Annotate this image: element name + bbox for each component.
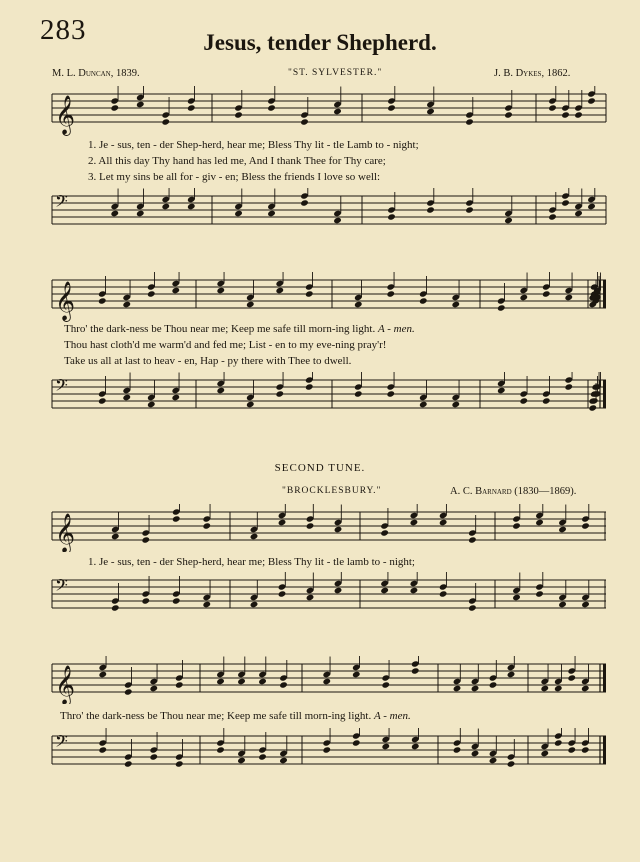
notehead (216, 746, 225, 753)
notehead (507, 760, 516, 767)
notehead (141, 597, 150, 604)
notehead (202, 522, 211, 529)
notehead (305, 290, 314, 297)
notehead (468, 604, 477, 611)
notehead (387, 104, 396, 111)
notehead (497, 304, 506, 311)
notehead (419, 297, 428, 304)
notehead (352, 739, 361, 746)
notehead (98, 297, 107, 304)
notehead (234, 111, 243, 118)
notehead (175, 681, 184, 688)
notehead (333, 108, 342, 115)
notehead (237, 757, 246, 764)
notehead (581, 522, 590, 529)
tune1-author: M. L. Duncan, 1839. (52, 68, 140, 79)
notehead (439, 590, 448, 597)
notehead (258, 753, 267, 760)
treble-clef-icon: 𝄞 (55, 513, 76, 552)
notehead (540, 685, 549, 692)
notehead (542, 397, 551, 404)
notehead (124, 688, 133, 695)
notehead (497, 387, 506, 394)
notehead (111, 533, 120, 540)
notehead (136, 101, 145, 108)
notehead (554, 685, 563, 692)
tune1-system2-verse1: Thro' the dark-ness be Thou near me; Keep me safe till morn-ing light. A - men. (64, 323, 415, 335)
notehead (548, 213, 557, 220)
tune1-system1-treble-staff (40, 86, 610, 136)
notehead (380, 587, 389, 594)
notehead (465, 206, 474, 213)
notehead (122, 394, 131, 401)
notehead (554, 739, 563, 746)
notehead (519, 397, 528, 404)
notehead (451, 401, 460, 408)
notehead (519, 294, 528, 301)
tune1-system1-bass-staff (40, 188, 610, 242)
notehead (171, 287, 180, 294)
notehead (124, 760, 133, 767)
notehead (216, 387, 225, 394)
notehead (468, 536, 477, 543)
notehead (171, 394, 180, 401)
notehead (574, 111, 583, 118)
notehead (535, 519, 544, 526)
bass-clef-icon: 𝄢 (55, 375, 68, 399)
notehead (333, 217, 342, 224)
notehead (267, 104, 276, 111)
notehead (439, 519, 448, 526)
notehead (250, 601, 259, 608)
notehead (234, 210, 243, 217)
tune1-composer: J. B. Dykes, 1862. (494, 68, 571, 79)
notehead (237, 678, 246, 685)
second-tune-heading: SECOND TUNE. (274, 462, 366, 474)
notehead (111, 604, 120, 611)
notehead (410, 519, 419, 526)
notehead (386, 390, 395, 397)
hymn-title: Jesus, tender Shepherd. (203, 30, 437, 55)
notehead (161, 118, 170, 125)
notehead (489, 681, 498, 688)
notehead (567, 746, 576, 753)
notehead (258, 678, 267, 685)
notehead (322, 746, 331, 753)
notehead (548, 104, 557, 111)
notehead (306, 522, 315, 529)
notehead (175, 760, 184, 767)
notehead (122, 301, 131, 308)
treble-clef-icon: 𝄞 (55, 95, 76, 135)
tune1-system1-verse2: 2. All this day Thy hand has led me, And I thank Thee for Thy care; (88, 155, 386, 167)
notehead (352, 671, 361, 678)
notehead (147, 290, 156, 297)
notehead (564, 383, 573, 390)
notehead (419, 401, 428, 408)
notehead (202, 601, 211, 608)
notehead (507, 671, 516, 678)
tune1-system1-verse1: 1. Je - sus, ten - der Shep-herd, hear me; Bless Thy lit - tle Lamb to - night; (88, 139, 419, 151)
tune2-name: "BROCKLESBURY." (282, 486, 382, 496)
tune2-system2-verse1: Thro' the dark-ness be Thou near me; Keep me safe till morn-ing light. A - men. (60, 710, 411, 722)
notehead (216, 287, 225, 294)
notehead (540, 750, 549, 757)
notehead (587, 97, 596, 104)
hymn-number: 283 (40, 14, 87, 46)
notehead (471, 750, 480, 757)
notehead (558, 526, 567, 533)
tune2-system1-bass-staff (40, 572, 610, 622)
tune2-system2-treble-staff (40, 656, 610, 704)
notehead (512, 522, 521, 529)
notehead (278, 519, 287, 526)
notehead (300, 118, 309, 125)
notehead (410, 587, 419, 594)
notehead (306, 594, 315, 601)
notehead (278, 590, 287, 597)
notehead (535, 590, 544, 597)
bass-clef-icon: 𝄢 (55, 575, 68, 599)
tune1-system1-verse3: 3. Let my sins be all for - giv - en; Bless the friends I love so well: (88, 171, 381, 183)
notehead (172, 515, 181, 522)
notehead (561, 111, 570, 118)
notehead (380, 529, 389, 536)
notehead (512, 594, 521, 601)
notehead (387, 213, 396, 220)
treble-clef-icon: 𝄞 (55, 281, 76, 321)
treble-clef-icon: 𝄞 (55, 665, 76, 704)
tune2-system1-treble-staff (40, 504, 610, 552)
notehead (246, 301, 255, 308)
notehead (558, 601, 567, 608)
notehead (187, 104, 196, 111)
notehead (465, 118, 474, 125)
tune1-system2-bass-staff (40, 372, 610, 426)
notehead (98, 746, 107, 753)
notehead (561, 199, 570, 206)
notehead (110, 104, 119, 111)
notehead (542, 290, 551, 297)
notehead (354, 390, 363, 397)
notehead (141, 536, 150, 543)
notehead (267, 210, 276, 217)
notehead (426, 206, 435, 213)
notehead (322, 678, 331, 685)
notehead (216, 678, 225, 685)
notehead (305, 383, 314, 390)
tune1-system2-treble-staff (40, 272, 610, 322)
notehead (504, 111, 513, 118)
notehead (471, 685, 480, 692)
notehead (453, 746, 462, 753)
notehead (275, 287, 284, 294)
notehead (451, 301, 460, 308)
notehead (581, 746, 590, 753)
tune1-system2-verse3: Take us all at last to heav - en, Hap - py there with Thee to dwell. (64, 355, 352, 367)
notehead (98, 397, 107, 404)
notehead (161, 203, 170, 210)
tune1-system2-verse2: Thou hast cloth'd me warm'd and fed me; List - en to my eve-ning pray'r! (64, 339, 387, 351)
notehead (453, 685, 462, 692)
notehead (147, 401, 156, 408)
notehead (149, 685, 158, 692)
notehead (381, 681, 390, 688)
tune2-composer: A. C. Barnard (1830—1869). (450, 486, 577, 497)
notehead (381, 743, 390, 750)
notehead (110, 210, 119, 217)
notehead (279, 757, 288, 764)
notehead (504, 217, 513, 224)
notehead (149, 753, 158, 760)
notehead (98, 671, 107, 678)
notehead (275, 390, 284, 397)
notehead (334, 587, 343, 594)
notehead (334, 526, 343, 533)
notehead (411, 743, 420, 750)
notehead (279, 681, 288, 688)
notehead (489, 757, 498, 764)
notehead (588, 404, 597, 411)
notehead (581, 601, 590, 608)
notehead (567, 674, 576, 681)
bass-clef-icon: 𝄢 (55, 191, 68, 215)
tune2-amen: A - men. (373, 710, 411, 722)
notehead (574, 210, 583, 217)
notehead (187, 203, 196, 210)
notehead (136, 210, 145, 217)
tune2-system1-verse1: 1. Je - sus, ten - der Shep-herd, hear me; Bless Thy lit - tle lamb to - night; (88, 556, 415, 568)
notehead (426, 108, 435, 115)
notehead (246, 401, 255, 408)
notehead (354, 301, 363, 308)
notehead (581, 685, 590, 692)
tune1-amen: A - men. (377, 323, 415, 335)
notehead (386, 290, 395, 297)
tune2-system2-bass-staff (40, 728, 610, 778)
notehead (564, 294, 573, 301)
bass-clef-icon: 𝄢 (55, 731, 68, 755)
notehead (411, 667, 420, 674)
notehead (172, 597, 181, 604)
tune1-name: "ST. SYLVESTER." (288, 68, 383, 78)
notehead (300, 199, 309, 206)
notehead (587, 203, 596, 210)
notehead (250, 533, 259, 540)
